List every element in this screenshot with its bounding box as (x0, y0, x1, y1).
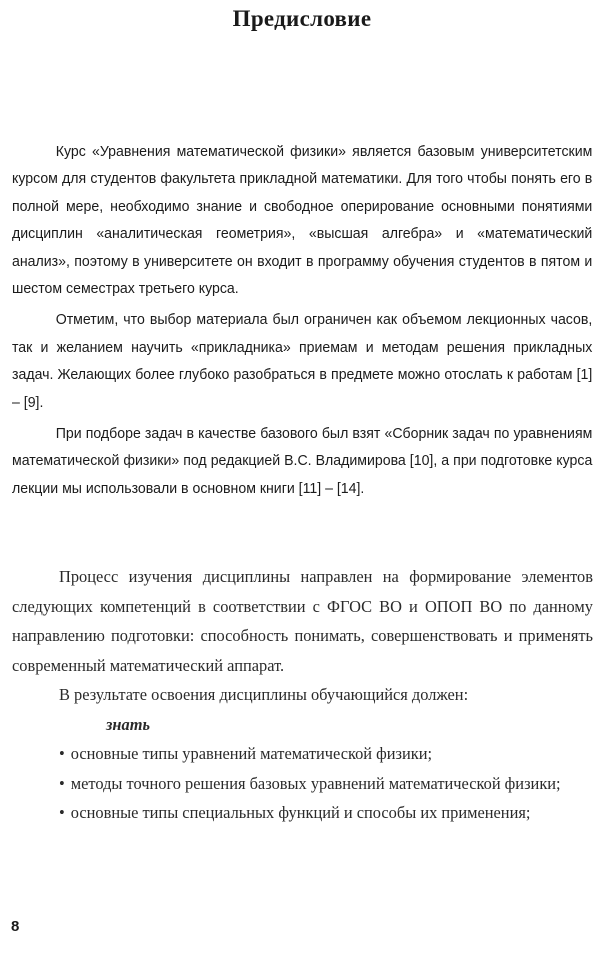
bullet-icon: • (59, 803, 65, 822)
preface-text-block (12, 138, 592, 502)
bullet-icon: • (59, 773, 65, 793)
paragraph-sources: При подборе задач в качестве базового был взят «Сборник задач по уравнениям математической физики» под редакцией В.С. Владимирова [10], а при подготовке курса лекции мы использовали в основном книги [11] – [14]. (12, 425, 593, 497)
page-number: 8 (11, 918, 20, 935)
competencies-text-block (12, 562, 593, 828)
know-heading: знать (106, 714, 150, 734)
list-item: • основные типы специальных функций и способы их применения; (59, 803, 531, 822)
paragraph-course-description: Курс «Уравнения математической физики» является базовым университетским курсом для студентов факультета прикладной математики. Для того чтобы понять его в полной мере, необходимо знание и свободное оперирование основными понятиями дисциплин «аналитическая геометрия», «высшая алгебра» и «математический анализ», поэтому в университете он входит в программу обучения студентов в пятом и шестом семестрах третьего курса. (12, 143, 593, 298)
list-item: • основные типы уравнений математической физики; (59, 744, 433, 763)
list-item: • методы точного решения базовых уравнений математической физики; (59, 773, 561, 793)
paragraph-learning-outcomes: В результате освоения дисциплины обучающийся должен: (59, 685, 469, 704)
know-list (12, 739, 593, 828)
paragraph-competencies: Процесс изучения дисциплины направлен на формирование элементов следующих компетенций в соответствии с ФГОС ВО и ОПОП ВО по данному направлению подготовки: способность понимать, совершенствовать и применять современный математический аппарат. (12, 567, 593, 675)
bullet-icon: • (59, 744, 65, 763)
paragraph-material-selection: Отметим, что выбор материала был ограничен как объемом лекционных часов, так и желанием научить «прикладника» приемам и методам решения прикладных задач. Желающих более глубоко разобраться в предмете можно отослать к работам [1] – [9]. (12, 311, 593, 411)
page-title: Предисловие (232, 6, 372, 31)
